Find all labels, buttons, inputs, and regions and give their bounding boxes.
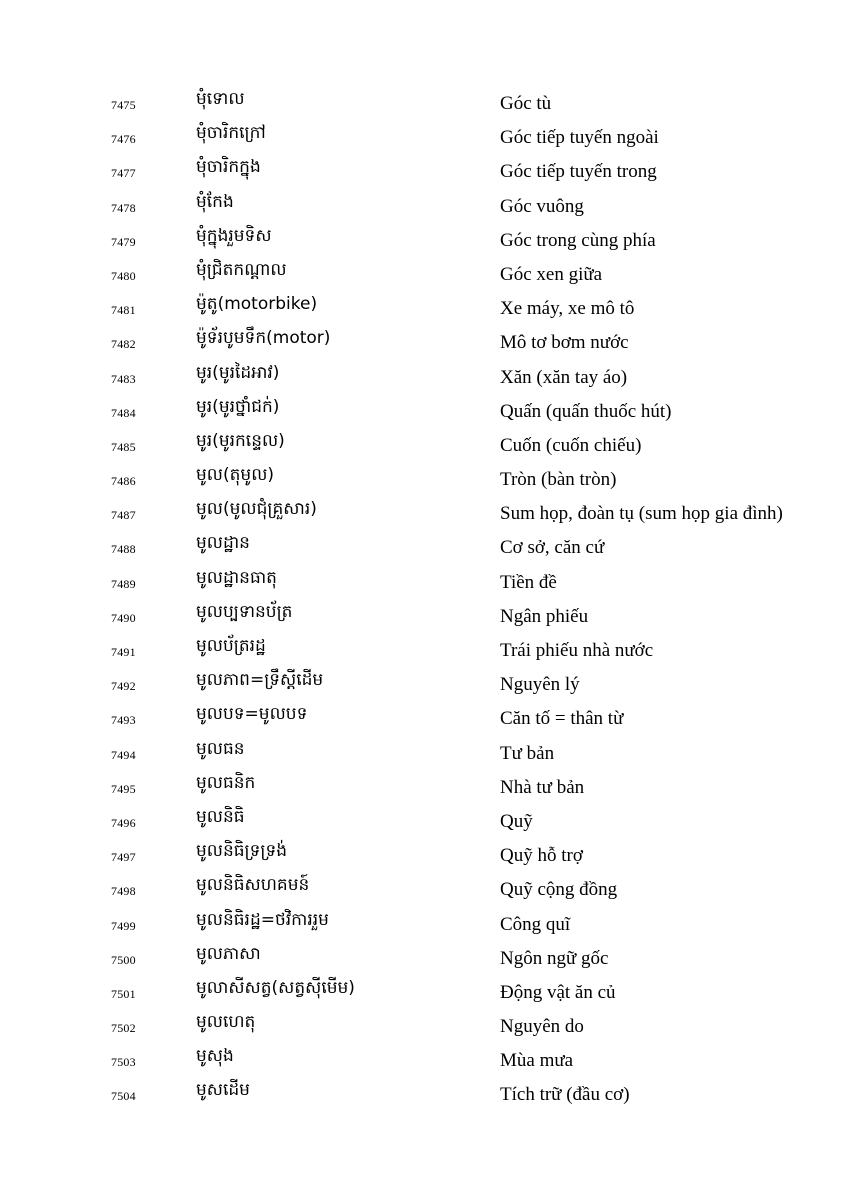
vietnamese-translation: Ngôn ngữ gốc [500,947,609,969]
vietnamese-translation: Trái phiếu nhà nước [500,640,654,661]
vietnamese-translation: Góc tù [500,93,552,114]
list-item [0,428,848,462]
khmer-term: មុំចារិកក្នុង [196,157,261,178]
entry-number: 7498 [111,884,136,899]
khmer-term: ម៉ូទ័របូមទឹក(motor) [196,328,331,349]
list-item [0,872,848,906]
vietnamese-translation: Cơ sở, căn cứ [500,537,605,559]
list-item [0,565,848,599]
vietnamese-translation: Tư bản [500,742,555,764]
khmer-term: មុំចារិកក្រៅ [196,123,266,144]
khmer-term: មូលប្បទានប័ត្រ [196,601,293,622]
khmer-term: មូលភាព=ទ្រឹស្ដីដើម [196,670,324,691]
entry-number: 7504 [111,1089,136,1104]
vietnamese-translation: Công quĩ [500,913,571,935]
entry-number: 7495 [111,781,136,796]
khmer-term: មូល(តុមូល) [196,465,275,486]
entry-number: 7479 [111,234,136,249]
list-item [0,496,848,530]
list-item [0,223,848,257]
vietnamese-translation: Góc vuông [500,195,584,217]
entry-number: 7501 [111,986,136,1001]
entry-number: 7503 [111,1055,136,1070]
list-item [0,599,848,633]
khmer-term: មូល(មូលជុំគ្រួសារ) [196,499,317,520]
khmer-term: មូលភាសា [196,943,261,964]
entry-number: 7477 [111,166,136,181]
khmer-term: មូលនិធិរដ្ឋ=ថវិការរួម [196,909,329,930]
khmer-term: មុំទោល [196,89,245,109]
list-item [0,462,848,496]
vietnamese-translation: Mô tơ bơm nước [500,332,629,354]
khmer-term: មូលដ្ឋាន [196,533,250,554]
khmer-term: មូលាសីសត្វ(សត្វស៊ីមើម) [196,977,355,998]
list-item [0,291,848,325]
entry-number: 7475 [111,98,136,112]
entry-number: 7483 [111,371,136,386]
vietnamese-translation: Sum họp, đoàn tụ (sum họp gia đình) [500,503,783,525]
vietnamese-translation: Mùa mưa [500,1050,574,1072]
khmer-term: មូលដ្ឋានធាតុ [196,567,277,588]
khmer-term: មុំកែង [196,191,234,212]
entry-number: 7486 [111,474,136,489]
vietnamese-translation: Ngân phiếu [500,605,589,627]
vietnamese-translation: Quỹ hỗ trợ [500,845,583,867]
khmer-term: មូរ(មូរដៃអាវ) [196,362,280,383]
khmer-term: មូលនិធិទ្រទ្រង់ [196,841,288,862]
vietnamese-translation: Xe máy, xe mô tô [500,298,635,320]
entry-number: 7494 [111,747,136,762]
khmer-term: មូលបទ=មូលបទ [196,704,308,725]
entry-number: 7484 [111,405,136,420]
vietnamese-translation: Tròn (bàn tròn) [500,469,617,491]
list-item [0,975,848,1009]
list-item [0,941,848,975]
list-item [0,701,848,735]
list-item [0,86,848,120]
entry-number: 7478 [111,200,136,215]
vietnamese-translation: Quỹ [500,810,533,832]
entry-number: 7491 [111,645,136,659]
list-item [0,394,848,428]
vietnamese-translation: Quỹ cộng đồng [500,879,618,901]
vietnamese-translation: Căn tố = thân từ [500,708,624,730]
entry-number: 7502 [111,1021,136,1036]
list-item [0,530,848,564]
list-item [0,189,848,223]
entry-number: 7485 [111,439,136,454]
vietnamese-translation: Góc trong cùng phía [500,229,656,251]
list-item [0,907,848,941]
khmer-term: មូលធនិក [196,772,256,793]
entry-number: 7493 [111,713,136,728]
list-item [0,360,848,394]
entry-number: 7492 [111,679,136,694]
list-item [0,257,848,291]
khmer-term: មូលហេតុ [196,1012,256,1033]
list-item [0,633,848,667]
vietnamese-translation: Động vật ăn củ [500,981,616,1003]
vietnamese-translation: Tích trữ (đầu cơ) [500,1084,630,1106]
entry-number: 7482 [111,337,136,352]
dictionary-list [0,86,848,1112]
entry-number: 7481 [111,303,136,318]
khmer-term: មុំជ្រិតកណ្ដាល [196,259,287,280]
vietnamese-translation: Góc xen giữa [500,263,603,285]
entry-number: 7500 [111,952,136,967]
khmer-term: មូលប័ត្ររដ្ឋ [196,636,266,656]
khmer-term: ម៉ូតូ(motorbike) [196,294,318,315]
khmer-term: មូសុង [196,1046,234,1067]
list-item [0,838,848,872]
list-item [0,736,848,770]
vietnamese-translation: Tiền đề [500,571,557,593]
list-item [0,667,848,701]
vietnamese-translation: Cuốn (cuốn chiếu) [500,434,642,456]
list-item [0,120,848,154]
entry-number: 7490 [111,610,136,625]
vietnamese-translation: Nhà tư bản [500,776,585,798]
khmer-term: មុំក្នុងរួមទិស [196,225,272,246]
entry-number: 7480 [111,268,136,283]
vietnamese-translation: Nguyên do [500,1016,584,1038]
list-item [0,770,848,804]
list-item [0,325,848,359]
entry-number: 7489 [111,576,136,591]
khmer-term: មូលនិធិសហគមន៍ [196,875,310,896]
vietnamese-translation: Góc tiếp tuyến ngoài [500,127,659,149]
entry-number: 7488 [111,542,136,557]
vietnamese-translation: Quấn (quấn thuốc hút) [500,400,672,422]
khmer-term: មូលនិធិ [196,806,245,827]
entry-number: 7476 [111,132,136,147]
list-item [0,1009,848,1043]
khmer-term: មូសដើម [196,1080,250,1101]
khmer-term: មូរ(មូរថ្នាំជក់) [196,396,280,417]
list-item [0,804,848,838]
khmer-term: មូរ(មូរកន្ទេល) [196,430,285,451]
vietnamese-translation: Nguyên lý [500,674,580,696]
vietnamese-translation: Góc tiếp tuyến trong [500,161,657,183]
entry-number: 7497 [111,850,136,865]
entry-number: 7496 [111,815,136,830]
list-item [0,1077,848,1111]
entry-number: 7487 [111,508,136,523]
entry-number: 7499 [111,918,136,933]
list-item [0,154,848,188]
khmer-term: មូលធន [196,738,245,759]
vietnamese-translation: Xăn (xăn tay áo) [500,366,628,388]
list-item [0,1043,848,1077]
